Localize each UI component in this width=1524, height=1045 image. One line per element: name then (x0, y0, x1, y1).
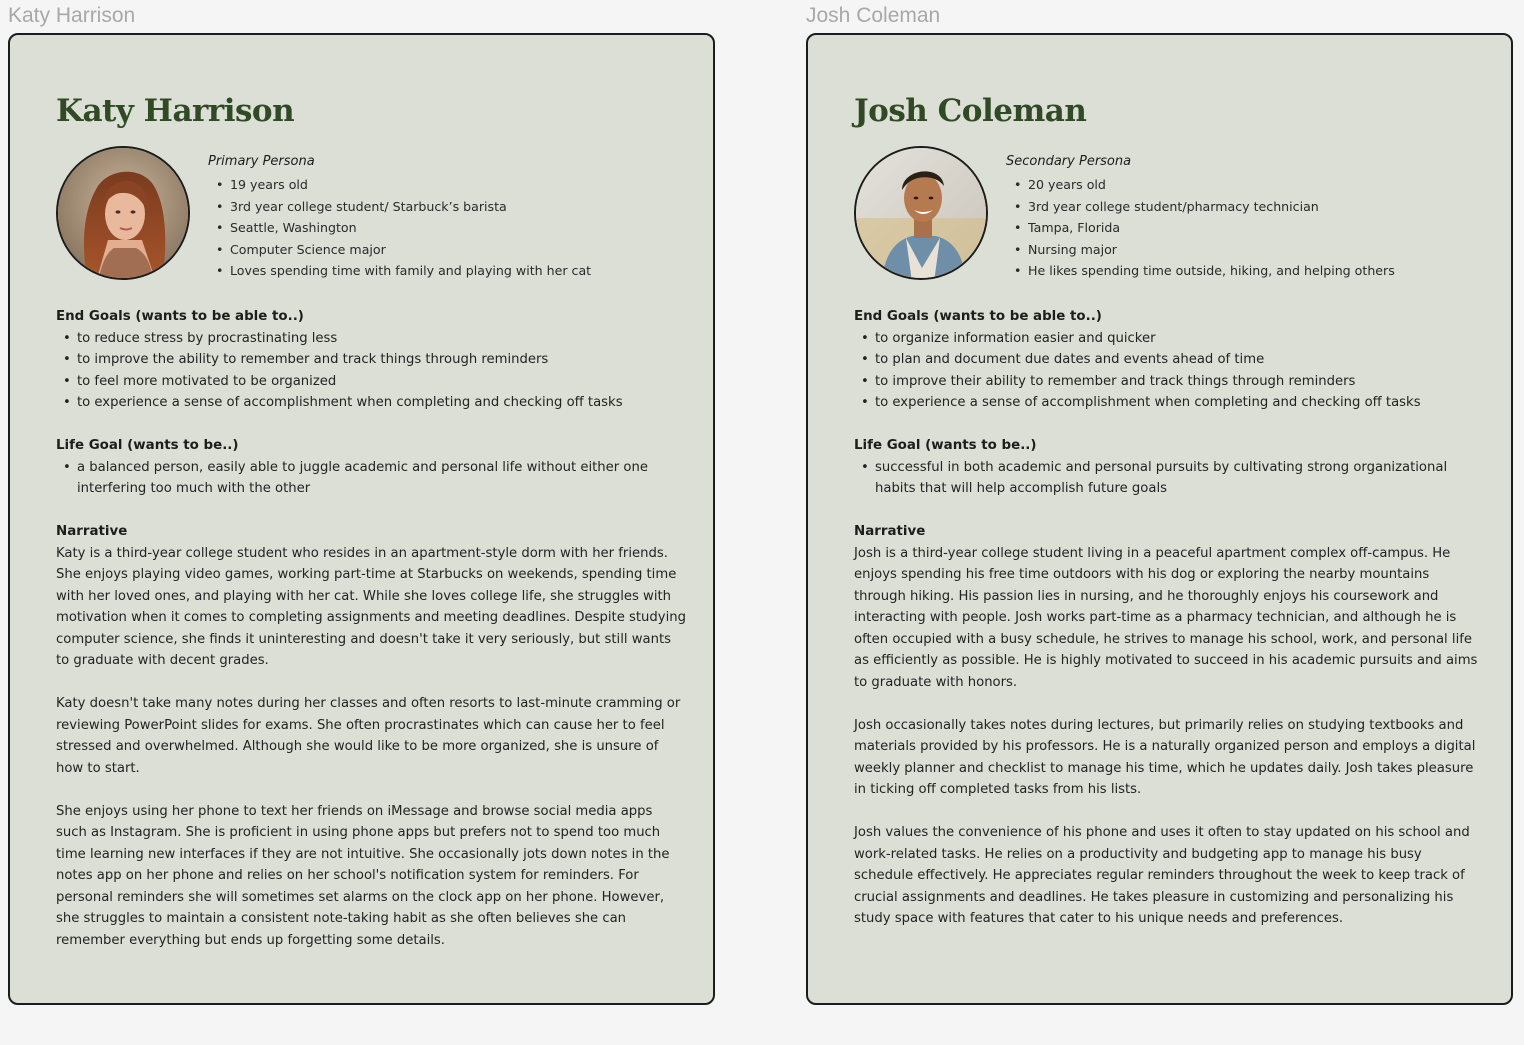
life-goal-list (854, 457, 1484, 500)
list-item: • 3rd year college student/pharmacy technician (1006, 196, 1476, 218)
persona-card-katy[interactable] (8, 33, 715, 1005)
narrative-paragraph: Josh values the convenience of his phone and uses it often to stay updated on his school and work-related tasks. He relies on a productivity and budgeting app to manage his busy schedule effectively. He appreciates regular reminders throughout the week to keep track of crucial assignments and deadlines. He takes pleasure in customizing and personalizing his study space with features that cater to his unique needs and preferences. (854, 825, 1470, 926)
end-goals-list (854, 328, 1484, 414)
life-goal-section (854, 435, 1484, 500)
list-item: • to experience a sense of accomplishment when completing and checking off tasks (854, 392, 1484, 414)
persona-facts (208, 174, 678, 282)
persona-summary (1006, 153, 1476, 282)
narrative-paragraph: She enjoys using her phone to text her friends on iMessage and browse social media apps such as Instagram. She is proficient in using phone apps but prefers not to spend too much time learning new interfaces if they are not intuitive. She occasionally jots down notes in the notes app on her phone and relies on her school's notification system for reminders. For personal reminders she will sometimes set alarms on the clock app on her phone. However, she struggles to maintain a consistent note-taking habit as she often believes she can remember everything but ends up forgetting some details. (56, 803, 670, 948)
portrait-photo-icon (58, 148, 190, 280)
list-item: • Loves spending time with family and playing with her cat (208, 260, 678, 282)
section-title: Narrative (56, 524, 128, 539)
list-item: • Nursing major (1006, 239, 1476, 261)
persona-card-josh[interactable] (806, 33, 1513, 1005)
section-title: End Goals (wants to be able to..) (56, 309, 304, 324)
list-item: • Tampa, Florida (1006, 217, 1476, 239)
list-item: • He likes spending time outside, hiking, and helping others (1006, 260, 1476, 282)
end-goals-section (854, 306, 1484, 414)
persona-type: Primary Persona (208, 154, 315, 169)
list-item: • Seattle, Washington (208, 217, 678, 239)
list-item: • Computer Science major (208, 239, 678, 261)
persona-summary (208, 153, 678, 282)
section-title: Narrative (854, 524, 926, 539)
list-item: • successful in both academic and personal pursuits by cultivating strong organizational habits that will help accomplish future goals (854, 457, 1484, 500)
frame-label-josh[interactable]: Josh Coleman (806, 4, 941, 27)
list-item: • to feel more motivated to be organized (56, 371, 686, 393)
section-title: Life Goal (wants to be..) (56, 438, 239, 453)
narrative-paragraph: Josh occasionally takes notes during lectures, but primarily relies on studying textbooks and materials provided by his professors. He is a naturally organized person and employs a digital weekly planner and checklist to manage his time, which he updates daily. Josh takes pleasure in ticking off completed tasks from his lists. (854, 717, 1476, 797)
persona-name: Josh Coleman (854, 93, 1087, 129)
narrative-paragraph: Josh is a third-year college student living in a peaceful apartment complex off-campus. He enjoys spending his free time outdoors with his dog or exploring the nearby mountains through hiking. His passion lies in nursing, and he thoroughly enjoys his coursework and interacting with people. Josh works part-time as a pharmacy technician, and although he is often occupied with a busy schedule, he strives to manage his school, work, and personal life as efficiently as possible. He is highly motivated to succeed in his academic pursuits and aims to graduate with honors. (854, 545, 1478, 690)
section-title: End Goals (wants to be able to..) (854, 309, 1102, 324)
narrative-paragraph: Katy doesn't take many notes during her classes and often resorts to last-minute cramming or reviewing PowerPoint slides for exams. She often procrastinates which can cause her to feel stressed and overwhelmed. Although she would like to be more organized, she is unsure of how to start. (56, 696, 681, 776)
life-goal-list (56, 457, 686, 500)
list-item: • to experience a sense of accomplishment when completing and checking off tasks (56, 392, 686, 414)
list-item: • a balanced person, easily able to juggle academic and personal life without either one interfering too much with the other (56, 457, 686, 500)
avatar (56, 146, 190, 280)
list-item: • to improve the ability to remember and track things through reminders (56, 349, 686, 371)
portrait-photo-icon (856, 148, 988, 280)
persona-type: Secondary Persona (1006, 154, 1132, 169)
narrative-paragraph: Katy is a third-year college student who resides in an apartment-style dorm with her friends. She enjoys playing video games, working part-time at Starbucks on weekends, spending time with her loved ones, and playing with her cat. While she loves college life, she struggles with motivation when it comes to completing assignments and meeting deadlines. Despite studying computer science, she finds it uninteresting and doesn't take it very seriously, but still wants to graduate with decent grades. (56, 545, 686, 668)
end-goals-list (56, 328, 686, 414)
section-title: Life Goal (wants to be..) (854, 438, 1037, 453)
list-item: • to improve their ability to remember and track things through reminders (854, 371, 1484, 393)
list-item: • to reduce stress by procrastinating less (56, 328, 686, 350)
list-item: • 19 years old (208, 174, 678, 196)
persona-facts (1006, 174, 1476, 282)
list-item: • 20 years old (1006, 174, 1476, 196)
life-goal-section (56, 435, 686, 500)
frame-label-katy[interactable]: Katy Harrison (8, 4, 136, 27)
avatar (854, 146, 988, 280)
list-item: • to plan and document due dates and events ahead of time (854, 349, 1484, 371)
narrative-section (56, 521, 686, 951)
end-goals-section (56, 306, 686, 414)
persona-name: Katy Harrison (56, 93, 295, 129)
list-item: • 3rd year college student/ Starbuck’s barista (208, 196, 678, 218)
list-item: • to organize information easier and quicker (854, 328, 1484, 350)
narrative-section (854, 521, 1484, 930)
